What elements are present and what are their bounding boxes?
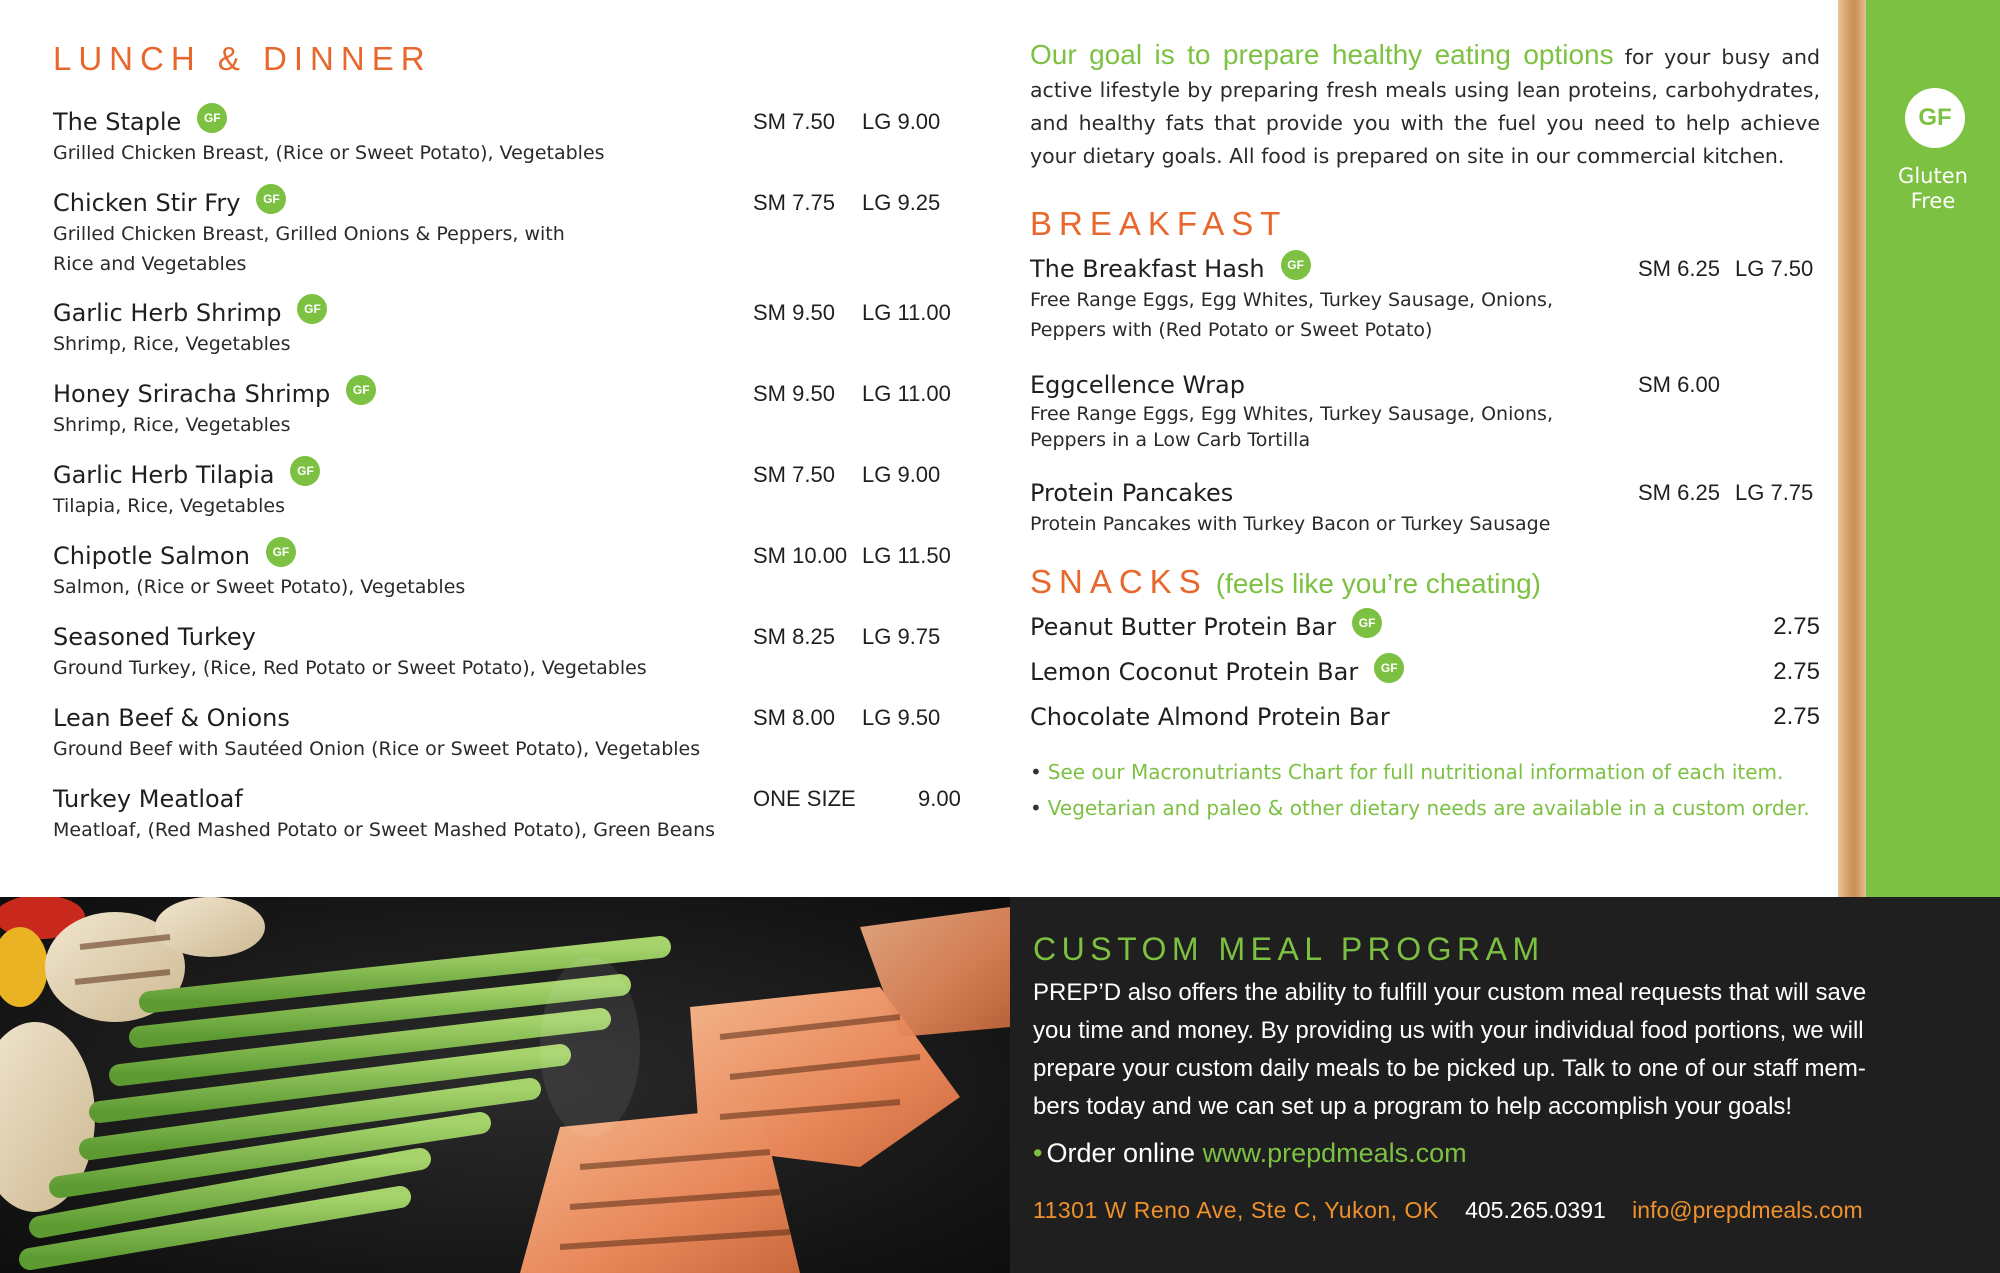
price-small: SM 7.75 (753, 190, 835, 215)
price-large: LG 11.00 (862, 300, 951, 325)
price-small: SM 7.50 (753, 109, 835, 134)
gluten-free-icon: GF (297, 294, 327, 324)
custom-meal-title: CUSTOM MEAL PROGRAM (1033, 931, 1545, 967)
item-name: Lemon Coconut Protein Bar (1030, 658, 1359, 686)
menu-item (53, 378, 973, 459)
item-description: Protein Pancakes with Turkey Bacon or Turkey Sausage (1030, 513, 1551, 535)
item-description: Meatloaf, (Red Mashed Potato or Sweet Mashed Potato), Green Beans (53, 819, 716, 841)
item-name: Garlic Herb Shrimp (53, 299, 282, 327)
price-small: SM 7.50 (753, 462, 835, 487)
item-name: The Staple (53, 108, 182, 136)
menu-item (53, 621, 973, 702)
order-label: Order online (1046, 1138, 1196, 1168)
note-item: • See our Macronutriants Chart for full nutritional information of each item. (1030, 760, 1784, 784)
price-small: SM 6.00 (1638, 372, 1720, 397)
bullet-icon: • (1030, 760, 1042, 784)
lunch-dinner-section (53, 40, 973, 864)
price-small: SM 8.25 (753, 624, 835, 649)
menu-item (53, 459, 973, 540)
item-name: Eggcellence Wrap (1030, 371, 1245, 399)
price-size-label: ONE SIZE (753, 786, 856, 811)
price-small: SM 9.50 (753, 381, 835, 406)
price-large: LG 9.00 (862, 109, 941, 134)
price-large: LG 9.75 (862, 624, 941, 649)
item-description: Free Range Eggs, Egg Whites, Turkey Sausage, Onions, Peppers with (Red Potato or Sweet Potato) (1030, 289, 1553, 341)
email-link[interactable]: info@prepdmeals.com (1632, 1197, 1863, 1223)
price-large: LG 7.50 (1735, 256, 1814, 281)
menu-item (53, 106, 973, 187)
gluten-free-icon: GF (1281, 250, 1311, 280)
price-small: SM 8.00 (753, 705, 835, 730)
item-name: Chocolate Almond Protein Bar (1030, 703, 1390, 731)
menu-item (53, 540, 973, 621)
gluten-free-legend-icon: GF (1905, 88, 1965, 148)
item-name: Honey Sriracha Shrimp (53, 380, 331, 408)
price-small: SM 9.50 (753, 300, 835, 325)
snack-item (1030, 701, 1820, 746)
snacks-title: SNACKS (1030, 563, 1208, 600)
contact-info (1033, 1197, 1968, 1224)
custom-meal-description: PREP’D also offers the ability to fulfill your custom meal requests that will save you time and money. By providing us with your individual food portions, we will prepare your custom daily meals to be picked up. Talk to one of our staff mem- bers today and we can set up a program to help accomplish your goals! (1033, 979, 1867, 1120)
gluten-free-icon: GF (1374, 653, 1404, 683)
item-name: Seasoned Turkey (53, 623, 256, 651)
notes-list (1030, 754, 1820, 826)
snacks-header (1030, 563, 1820, 601)
bullet-icon: • (1033, 1138, 1043, 1168)
item-description: Rice and Vegetables (53, 253, 247, 275)
intro-lead: Our goal is to prepare healthy eating options (1030, 39, 1614, 70)
menu-item (53, 702, 973, 783)
gluten-free-icon: GF (1352, 608, 1382, 638)
gluten-free-icon: GF (346, 375, 376, 405)
bottom-band (0, 897, 2000, 1273)
bullet-icon: • (1030, 796, 1042, 820)
price-large: LG 11.50 (862, 543, 951, 568)
snack-item (1030, 611, 1820, 656)
price-single: 9.00 (918, 786, 961, 811)
menu-item (1030, 253, 1820, 345)
snack-price: 2.75 (1773, 703, 1820, 730)
item-description: Ground Turkey, (Rice, Red Potato or Sweet Potato), Vegetables (53, 657, 647, 679)
note-item: • Vegetarian and paleo & other dietary needs are available in a custom order. (1030, 796, 1810, 820)
gluten-free-icon: GF (290, 456, 320, 486)
item-description: Shrimp, Rice, Vegetables (53, 414, 291, 436)
grilled-food-photo (0, 897, 1010, 1273)
item-name: Protein Pancakes (1030, 479, 1234, 507)
item-name: Garlic Herb Tilapia (53, 461, 275, 489)
menu-item (1030, 477, 1820, 539)
item-description: Salmon, (Rice or Sweet Potato), Vegetables (53, 576, 466, 598)
wood-strip (1838, 0, 1866, 897)
item-name: The Breakfast Hash (1030, 255, 1265, 283)
item-description: Shrimp, Rice, Vegetables (53, 333, 291, 355)
intro-paragraph (1030, 38, 1820, 173)
item-description: Grilled Chicken Breast, Grilled Onions & Peppers, with (53, 223, 565, 245)
menu-item (53, 783, 973, 864)
price-small: SM 6.25 (1638, 480, 1720, 505)
item-description: Ground Beef with Sautéed Onion (Rice or Sweet Potato), Vegetables (53, 738, 701, 760)
item-name: Chicken Stir Fry (53, 189, 241, 217)
phone-number[interactable]: 405.265.0391 (1465, 1197, 1606, 1223)
gluten-free-icon: GF (256, 184, 286, 214)
snack-price: 2.75 (1773, 613, 1820, 640)
order-online (1033, 1138, 1968, 1169)
menu-item (1030, 369, 1820, 453)
address: 11301 W Reno Ave, Ste C, Yukon, OK (1033, 1197, 1439, 1223)
item-description: Tilapia, Rice, Vegetables (53, 495, 285, 517)
item-description: Free Range Eggs, Egg Whites, Turkey Sausage, Onions, Peppers in a Low Carb Tortilla (1030, 403, 1553, 451)
right-column (1030, 38, 1820, 826)
gluten-free-legend-label: Gluten Free (1898, 164, 1968, 213)
lunch-dinner-title: LUNCH & DINNER (53, 40, 432, 77)
price-large: LG 9.50 (862, 705, 941, 730)
price-small: SM 6.25 (1638, 256, 1720, 281)
website-link[interactable]: www.prepdmeals.com (1202, 1138, 1467, 1168)
intro-body: for your busy and active lifestyle by preparing fresh meals using lean proteins, carbohydrates, and healthy fats that provide you with the fuel you need to help achieve your dietary goals. All food is prepared on site in our commercial kitchen. (1030, 45, 1820, 168)
price-large: LG 7.75 (1735, 480, 1814, 505)
snack-price: 2.75 (1773, 658, 1820, 685)
gluten-free-icon: GF (197, 103, 227, 133)
item-name: Turkey Meatloaf (53, 785, 243, 813)
gluten-free-icon: GF (266, 537, 296, 567)
price-small: SM 10.00 (753, 543, 848, 568)
snack-item (1030, 656, 1820, 701)
price-large: LG 9.25 (862, 190, 941, 215)
item-description: Grilled Chicken Breast, (Rice or Sweet Potato), Vegetables (53, 142, 605, 164)
breakfast-title: BREAKFAST (1030, 205, 1288, 242)
item-name: Lean Beef & Onions (53, 704, 290, 732)
price-large: LG 11.00 (862, 381, 951, 406)
snacks-subtitle: (feels like you’re cheating) (1215, 568, 1541, 599)
custom-meal-program (1033, 931, 1968, 1224)
menu-item (53, 297, 973, 378)
menu-item (53, 187, 973, 297)
item-name: Peanut Butter Protein Bar (1030, 613, 1337, 641)
item-name: Chipotle Salmon (53, 542, 250, 570)
price-large: LG 9.00 (862, 462, 941, 487)
